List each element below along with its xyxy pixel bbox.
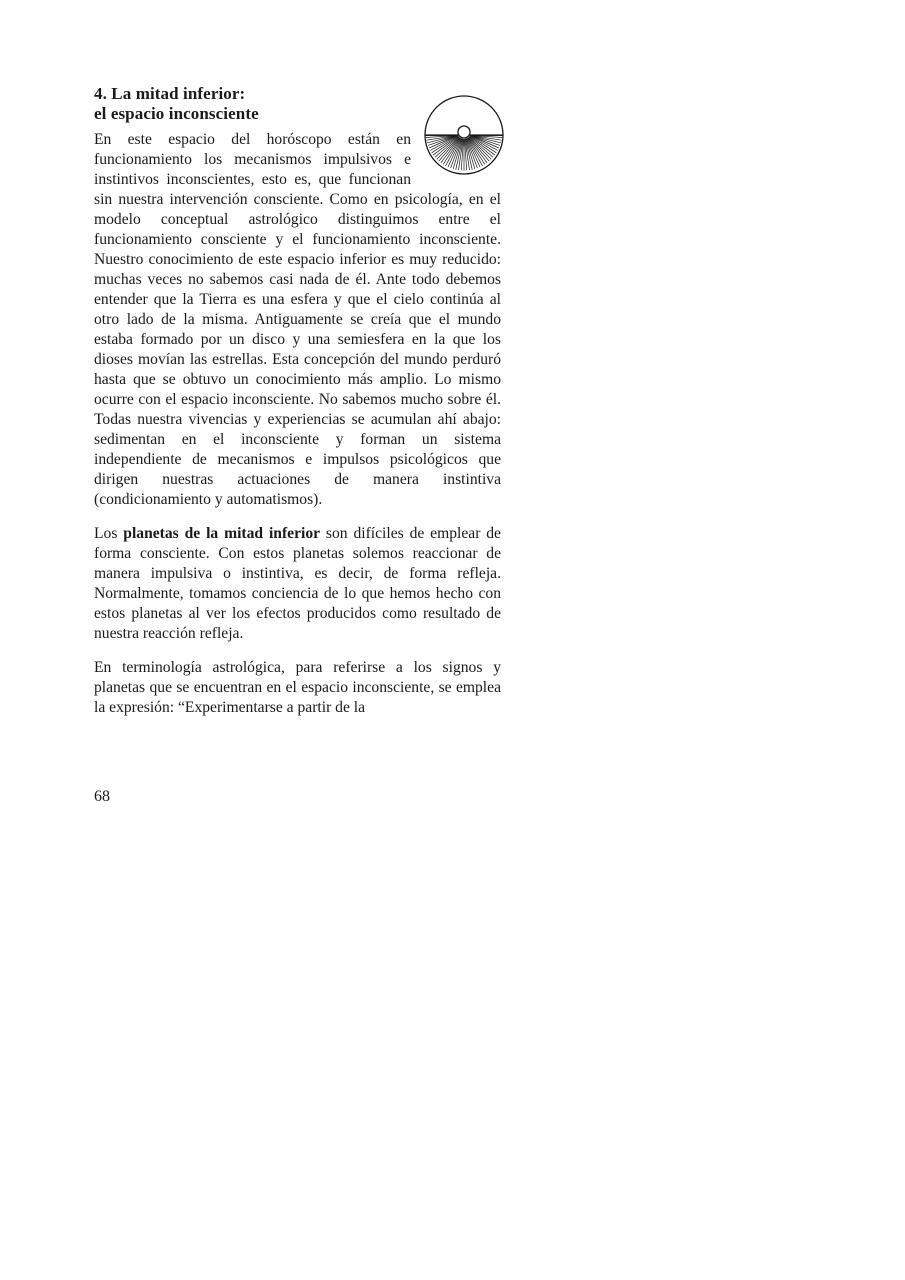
paragraph-lower-planets-start: Los [94,525,124,542]
paragraph-intro: En este espacio del horóscopo están en funcionamiento los mecanismos impulsivos e instintivos inconscientes, esto es, que funcionan sin nuestra intervención consciente. Como en psicología, en el modelo conceptual astrológico distinguimos entre el funcionamiento consciente y el funcionamiento inconsciente. Nuestro conocimiento de este espacio inferior es muy reducido: muchas veces no sabemos casi nada de él. Ante todo debemos entender que la Tierra es una esfera y que el cielo continúa al otro lado de la misma. Antiguamente se creía que el mundo estaba formado por un disco y una semiesfera en la que los dioses movían las estrellas. Esta concepción del mundo perduró hasta que se obtuvo un conocimiento más amplio. Lo mismo ocurre con el espacio inconsciente. No sabemos mucho sobre él. Todas nuestra vivencias y experiencias se acumulan ahí abajo: sedimentan en el inconsciente y forman un sistema independiente de mecanismos e impulsos psicológicos que dirigen nuestras actuaciones de manera instintiva (condicionamiento y automatismos). [94,131,501,508]
paragraph-lower-planets-emphasis: planetas de la mitad inferior [123,525,321,542]
page-number: 68 [94,788,110,805]
paragraph-lower-planets-end: son difíciles de emplear de forma consciente. Con estos planetas solemos reaccionar de manera impulsiva o instintiva, es decir, de forma refleja. Normalmente, tomamos conciencia de lo que hemos hecho con estos planetas al ver los efectos producidos como resultado de nuestra reacción refleja. [94,525,501,642]
section-heading-line1: 4. La mitad inferior: [94,84,246,103]
page-content [94,84,501,732]
section-heading-line2: el espacio inconsciente [94,104,259,123]
horoscope-ray [469,137,493,158]
horoscope-ray [435,137,459,158]
paragraph-terminology: En terminología astrológica, para referirse a los signos y planetas que se encuentran en el espacio inconsciente, se emplea la expresión: “Experimentarse a partir de la [94,659,501,716]
lower-half-horoscope-icon [421,92,507,178]
horoscope-ray [437,137,459,159]
paragraph-lower-planets [94,524,501,644]
horoscope-ray [469,137,491,159]
